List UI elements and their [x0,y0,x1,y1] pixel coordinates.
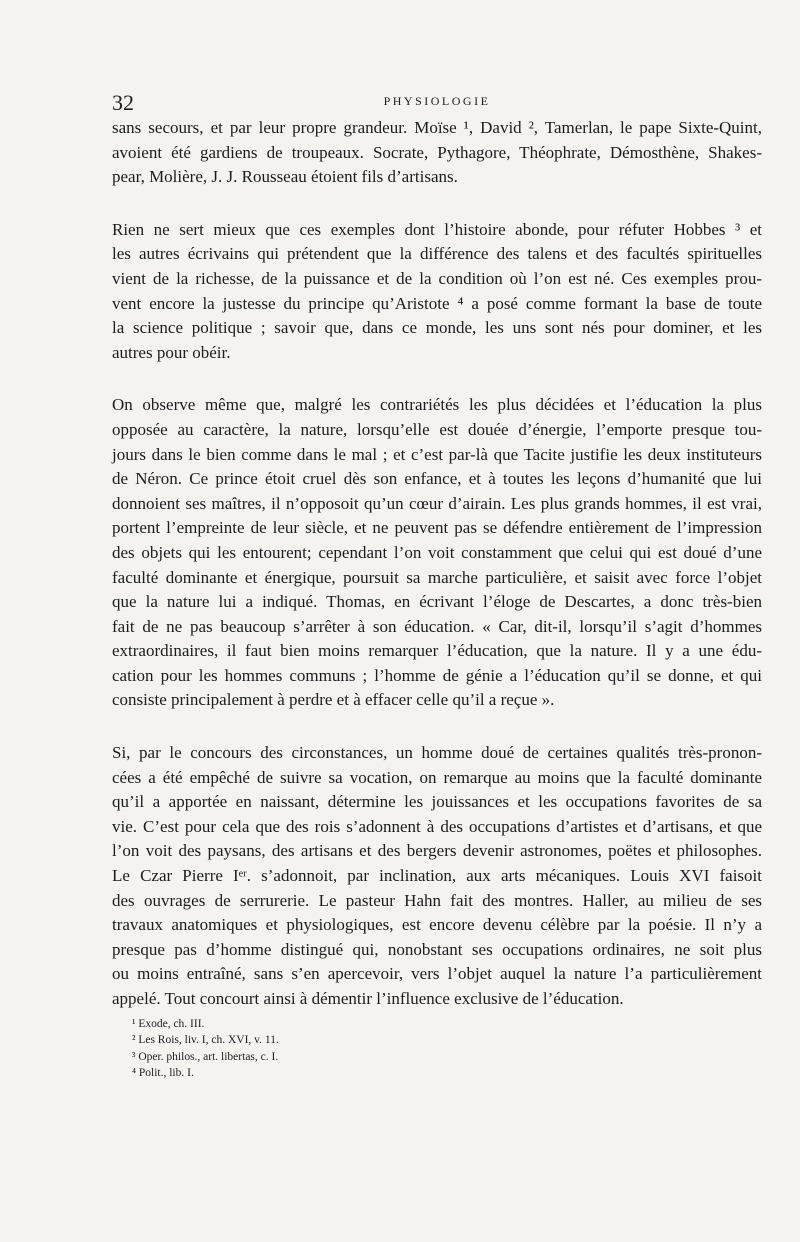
text-line: cées a été empêché de suivre sa vocation, on remarque au moins que la faculté dominante [112,767,762,787]
text-line: avoient été gardiens de troupeaux. Socrate, Pythagore, Théophrate, Démosthène, Shakes- [112,142,762,162]
paragraph [112,393,762,713]
footnote: ³ Oper. philos., art. libertas, c. I. [132,1050,279,1063]
text-line: vie. C’est pour cela que des rois s’adonnent à des occupations d’artistes et d’artisans, et que [112,816,762,836]
footnotes [132,1016,532,1082]
text-line: sans secours, et par leur propre grandeur. Moïse ¹, David ², Tamerlan, le pape Sixte-Quint, [112,118,762,137]
text-line: portent l’empreinte de leur siècle, et ne peuvent pas se défendre entièrement de l’impression [112,518,762,538]
text-line: presque pas d’homme distingué qui, nonobstant ses occupations ordinaires, ne soit plus [112,939,762,959]
text-line: opposée au caractère, la nature, lorsqu’elle est douée d’énergie, l’emporte presque tou- [112,419,762,439]
text-line: Le Czar Pierre Iᵉʳ. s’adonnoit, par inclination, aux arts mécaniques. Louis XVI faisoit [112,866,762,886]
text-line: pear, Molière, J. J. Rousseau étoient fils d’artisans. [112,167,458,187]
text-line: On observe même que, malgré les contrariétés les plus décidées et l’éducation la plus [112,395,762,415]
page-header [112,88,762,116]
text-line: jours dans le bien comme dans le mal ; et c’est par-là que Tacite justifie les deux instituteurs [112,444,762,464]
text-line: extraordinaires, il faut bien moins remarquer l’éducation, que la nature. Il y a une édu- [112,641,762,661]
paragraph [112,218,762,366]
text-line: Rien ne sert mieux que ces exemples dont l’histoire abonde, pour réfuter Hobbes ³ et [112,219,762,239]
body-text [112,116,762,1012]
footnote: ² Les Rois, liv. I, ch. XVI, v. 11. [132,1034,279,1047]
text-line: consiste principalement à perdre et à effacer celle qu’il a reçue ». [112,690,555,710]
footnote: ¹ Exode, ch. III. [132,1018,205,1030]
text-line: vent encore la justesse du principe qu’Aristote ⁴ a posé comme formant la base de toute [112,293,762,313]
paragraph [112,741,762,1012]
text-line: cation pour les hommes communs ; l’homme de génie a l’éducation qu’il se donne, et qui [112,665,762,685]
text-line: de Néron. Ce prince étoit cruel dès son enfance, et à toutes les leçons d’humanité que lui [112,469,762,489]
text-line: les autres écrivains qui prétendent que la différence des talens et des facultés spirituelles [112,244,762,264]
text-line: l’on voit des paysans, des artisans et des bergers devenir astronomes, poëtes et philosophes. [112,841,762,861]
text-line: donnoient ses maîtres, il n’opposoit qu’un cœur d’airain. Les plus grands hommes, il est vrai, [112,493,762,513]
text-line: des objets qui les entourent; cependant l’on voit constamment que celui qui est doué d’une [112,542,762,562]
text-line: travaux anatomiques et physiologiques, est encore devenu célèbre par la poésie. Il n’y a [112,915,762,935]
text-line: fait de ne pas beaucoup s’arrêter à son éducation. « Car, dit-il, lorsqu’il s’agit d’hommes [112,616,762,636]
text-line: des ouvrages de serrurerie. Le pasteur Hahn fait des montres. Haller, au milieu de ses [112,890,762,910]
footnote: ⁴ Polit., lib. I. [132,1067,194,1080]
text-line: appelé. Tout concourt ainsi à démentir l’influence exclusive de l’éducation. [112,989,624,1008]
text-line: qu’il a apportée en naissant, détermine les jouissances et les occupations favorites de sa [112,792,762,812]
text-line: ou moins entraîné, sans s’en apercevoir, vers l’objet auquel la nature l’a particulièrement [112,964,762,984]
text-line: faculté dominante et énergique, poursuit sa marche particulière, et saisit avec force l’objet [112,567,762,587]
page-number: 32 [112,90,134,115]
text-line: vient de la richesse, de la puissance et de la condition où l’on est né. Ces exemples prou- [112,268,762,288]
paragraph [112,116,762,190]
running-head: PHYSIOLOGIE [383,94,491,108]
text-line: autres pour obéir. [112,342,231,362]
text-line: que la nature lui a indiqué. Thomas, en écrivant l’éloge de Descartes, a donc très-bien [112,592,762,612]
text-line: Si, par le concours des circonstances, un homme doué de certaines qualités très-pronon- [112,743,762,763]
text-line: la science politique ; savoir que, dans ce monde, les uns sont nés pour dominer, et les [112,318,762,338]
